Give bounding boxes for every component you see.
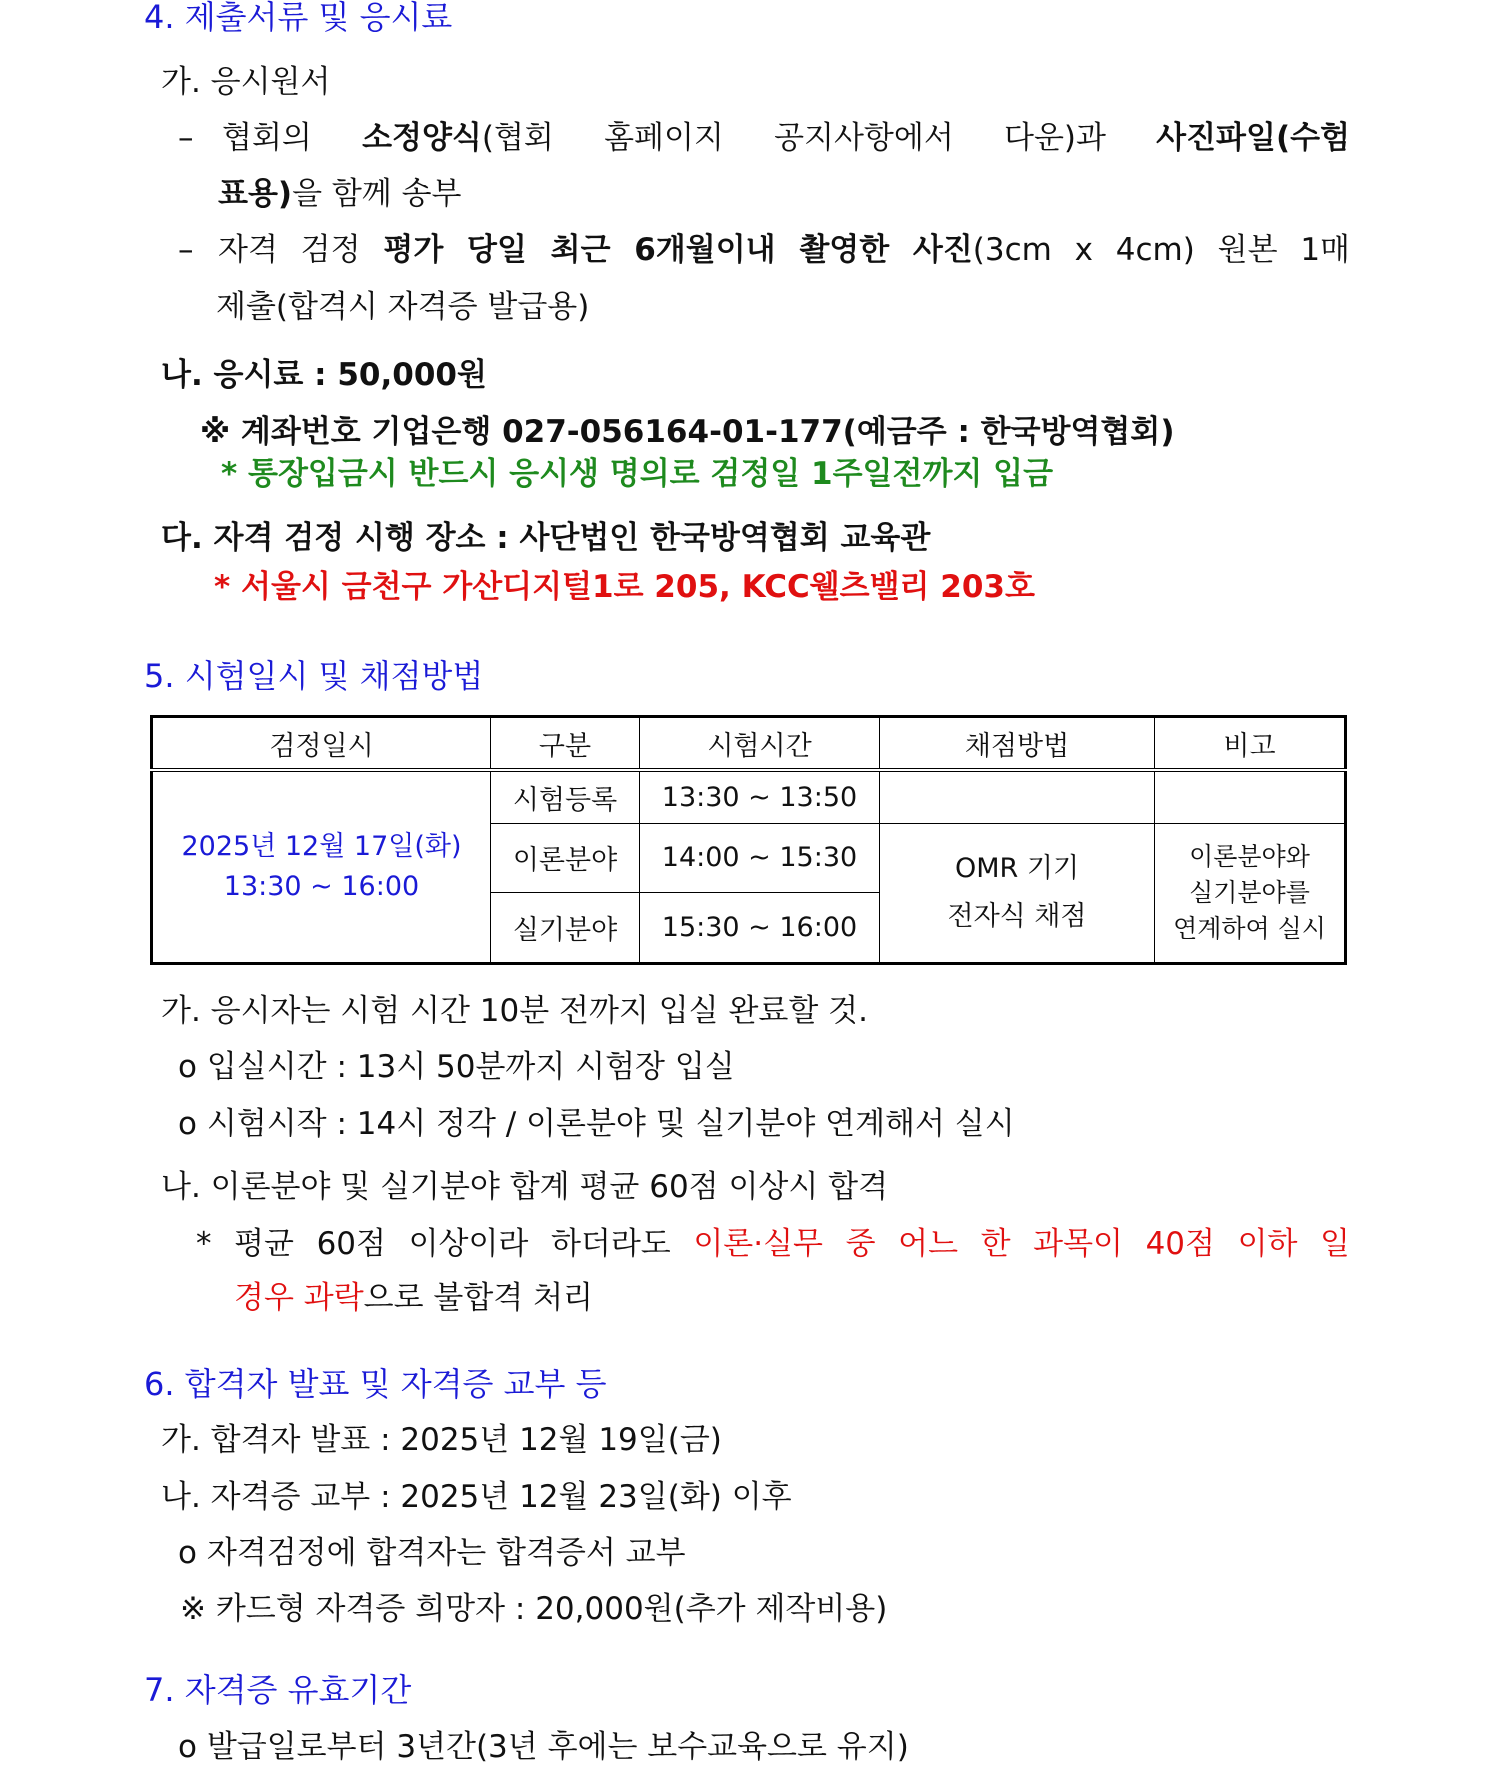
- section-7-heading: 7. 자격증 유효기간: [144, 1671, 412, 1709]
- exam-date: 2025년 12월 17일(화): [181, 831, 462, 862]
- s4-da-location: 다. 자격 검정 시행 장소 : 사단법인 한국방역협회 교육관: [161, 520, 931, 556]
- text-bold: 소정양식: [362, 120, 482, 156]
- text: (협회 홈페이지 공지사항에서 다운)과: [481, 120, 1157, 156]
- account-info: ※ 계좌번호 기업은행 027-056164-01-177(예금주 : 한국방역협회): [200, 414, 1175, 450]
- s6-o1: o 자격검정에 합격자는 합격증서 교부: [178, 1535, 686, 1571]
- note-line: 이론분야와: [1189, 841, 1310, 871]
- text-bold: 표용): [218, 176, 293, 212]
- col-header: 시험시간: [640, 717, 880, 771]
- col-header: 채점방법: [880, 717, 1155, 771]
- time-cell: 15:30 ~ 16:00: [640, 892, 880, 963]
- col-header: 비고: [1155, 717, 1346, 771]
- s4-na-fee: 나. 응시료 : 50,000원: [161, 357, 487, 393]
- deposit-note: * 통장입금시 반드시 응시생 명의로 검정일 1주일전까지 입금: [221, 456, 1054, 492]
- s4-item1-line1: [222, 118, 1350, 158]
- s5-o2: o 시험시작 : 14시 정각 / 이론분야 및 실기분야 연계해서 실시: [178, 1106, 1015, 1142]
- address: * 서울시 금천구 가산디지털1로 205, KCC웰츠밸리 203호: [214, 569, 1035, 605]
- s6-na: 나. 자격증 교부 : 2025년 12월 23일(화) 이후: [161, 1479, 792, 1515]
- type-cell: 시험등록: [491, 770, 640, 823]
- dash: –: [178, 232, 194, 268]
- s6-ga: 가. 합격자 발표 : 2025년 12월 19일(금): [161, 1422, 722, 1458]
- empty-cell: [1155, 770, 1346, 823]
- text: 자격 검정: [218, 232, 384, 268]
- text: (3cm x 4cm) 원본 1매: [972, 232, 1350, 268]
- section-6-heading: 6. 합격자 발표 및 자격증 교부 등: [144, 1365, 607, 1403]
- text: 협회의: [222, 120, 363, 156]
- type-cell: 실기분야: [491, 892, 640, 963]
- time-cell: 14:00 ~ 15:30: [640, 823, 880, 892]
- s4-item2-line1: [218, 230, 1350, 270]
- s5-ga: 가. 응시자는 시험 시간 10분 전까지 입실 완료할 것.: [161, 993, 868, 1029]
- text-red: 경우 과락: [234, 1280, 364, 1316]
- text: 으로 불합격 처리: [363, 1280, 593, 1316]
- s5-note-line1: [196, 1224, 1350, 1264]
- method-line: 전자식 채점: [947, 900, 1087, 932]
- text-bold: 평가 당일 최근 6개월이내 촬영한 사진: [383, 232, 973, 268]
- exam-date-cell: [152, 770, 491, 964]
- s7-o1: o 발급일로부터 3년간(3년 후에는 보수교육으로 유지): [178, 1729, 909, 1765]
- empty-cell: [880, 770, 1155, 823]
- table-header-row: [152, 717, 1346, 771]
- s5-o1: o 입실시간 : 13시 50분까지 시험장 입실: [178, 1049, 735, 1085]
- s5-note-line2: [234, 1278, 593, 1318]
- table-row: [152, 770, 1346, 823]
- s6-card: ※ 카드형 자격증 희망자 : 20,000원(추가 제작비용): [180, 1591, 888, 1627]
- note-line: 연계하여 실시: [1173, 913, 1326, 943]
- method-cell: [880, 823, 1155, 964]
- text-red: 이론·실무 중 어느 한 과목이 40점 이하 일: [693, 1226, 1351, 1262]
- time-cell: 13:30 ~ 13:50: [640, 770, 880, 823]
- text: 을 함께 송부: [292, 176, 462, 212]
- type-cell: 이론분야: [491, 823, 640, 892]
- note-line: 실기분야를: [1189, 877, 1310, 907]
- note-cell: [1155, 823, 1346, 964]
- col-header: 검정일시: [152, 717, 491, 771]
- dash: –: [178, 120, 194, 156]
- s4-item2-line2: 제출(합격시 자격증 발급용): [216, 289, 590, 325]
- section-4-heading: 4. 제출서류 및 응시료: [144, 0, 453, 36]
- text: * 평균 60점 이상이라 하더라도: [196, 1226, 694, 1262]
- exam-schedule-table: [150, 715, 1347, 965]
- col-header: 구분: [491, 717, 640, 771]
- section-5-heading: 5. 시험일시 및 채점방법: [144, 657, 484, 695]
- s5-na: 나. 이론분야 및 실기분야 합계 평균 60점 이상시 합격: [161, 1169, 889, 1205]
- method-line: OMR 기기: [954, 852, 1080, 884]
- s4-ga: 가. 응시원서: [161, 64, 331, 100]
- s4-item1-line2: [218, 174, 462, 214]
- exam-time-range: 13:30 ~ 16:00: [223, 871, 420, 902]
- text-bold: 사진파일(수험: [1156, 120, 1350, 156]
